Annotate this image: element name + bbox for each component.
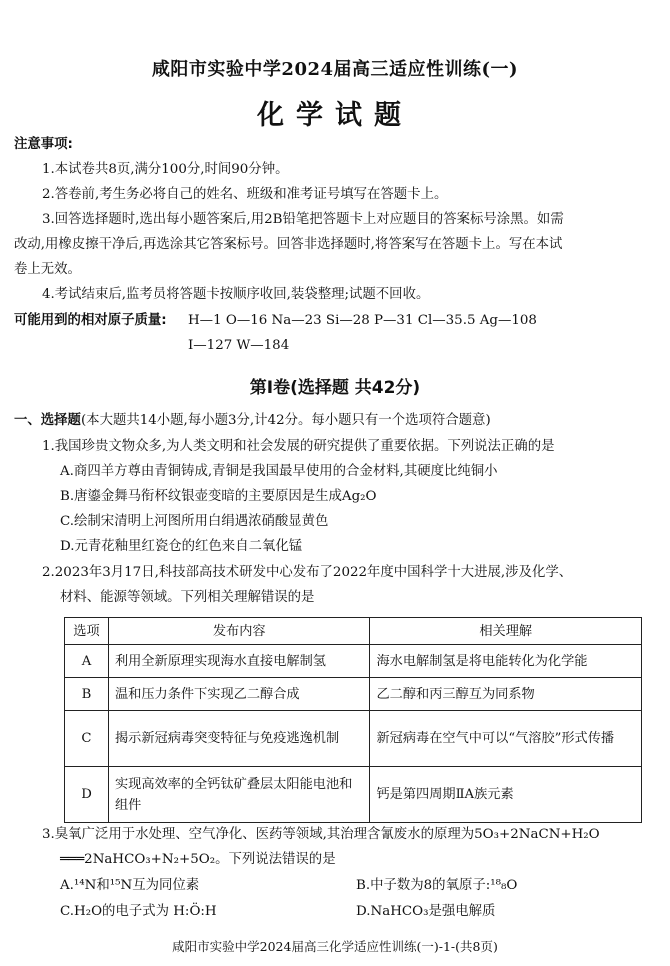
table-cell-content: 揭示新冠病毒突变特征与免疫逃逸机制 — [108, 711, 370, 767]
section-title: 第Ⅰ卷(选择题 共42分) — [249, 378, 421, 398]
notice-item-2: 2.答卷前,考生务必将自己的姓名、班级和准考证号填写在答题卡上。 — [42, 187, 448, 202]
table-header-option: 选项 — [65, 618, 109, 645]
table-cell-understanding: 新冠病毒在空气中可以“气溶胶”形式传播 — [370, 711, 642, 767]
notice-heading: 注意事项: — [14, 137, 73, 152]
table-cell-understanding: 钙是第四周期ⅡA族元素 — [370, 767, 642, 823]
table-row — [65, 678, 642, 711]
q1-option-d: D.元青花釉里红瓷仓的红色来自二氧化锰 — [60, 539, 303, 554]
table-row — [65, 767, 642, 823]
section-intro — [14, 412, 491, 430]
table-cell-option: A — [65, 645, 109, 678]
q3-option-c: C.H₂O的电子式为 H:Ö:H — [60, 904, 217, 919]
q2-stem-2: 材料、能源等领域。下列相关理解错误的是 — [60, 590, 315, 605]
q1-stem: 1.我国珍贵文物众多,为人类文明和社会发展的研究提供了重要依据。下列说法正确的是 — [42, 439, 555, 454]
notice-item-1: 1.本试卷共8页,满分100分,时间90分钟。 — [42, 162, 289, 177]
section-intro-text: (本大题共14小题,每小题3分,计42分。每小题只有一个选项符合题意) — [80, 413, 491, 428]
q3-option-b: B.中子数为8的氧原子:¹⁸₈O — [356, 878, 518, 893]
table-cell-option: C — [65, 711, 109, 767]
q1-option-b: B.唐鎏金舞马衔杯纹银壶变暗的主要原因是生成Ag₂O — [60, 489, 377, 504]
table-cell-content: 温和压力条件下实现乙二醇合成 — [108, 678, 370, 711]
q2-stem-1: 2.2023年3月17日,科技部高技术研发中心发布了2022年度中国科学十大进展,涉及化学、 — [42, 565, 573, 580]
page-footer: 咸阳市实验中学2024届高三化学适应性训练(一)-1-(共8页) — [172, 939, 498, 954]
table-header-understanding: 相关理解 — [370, 618, 642, 645]
atomic-mass-label: 可能用到的相对原子质量: — [14, 313, 167, 328]
subject-title: 化学试题 — [257, 100, 413, 131]
table-cell-understanding: 乙二醇和丙三醇互为同系物 — [370, 678, 642, 711]
q3-option-a: A.¹⁴N和¹⁵N互为同位素 — [60, 878, 200, 893]
table-cell-content: 实现高效率的全钙钛矿叠层太阳能电池和组件 — [108, 767, 370, 823]
notice-item-4: 4.考试结束后,监考员将答题卡按顺序收回,装袋整理;试题不回收。 — [42, 287, 430, 302]
table-cell-option: B — [65, 678, 109, 711]
table-cell-content: 利用全新原理实现海水直接电解制氢 — [108, 645, 370, 678]
table-header-row — [65, 618, 642, 645]
notice-item-3: 3.回答选择题时,选出每小题答案后,用2B铅笔把答题卡上对应题目的答案标号涂黑。如需 — [42, 212, 564, 227]
section-intro-label: 一、选择题 — [14, 413, 81, 428]
atomic-mass-line1: H—1 O—16 Na—23 Si—28 P—31 Cl—35.5 Ag—108 — [188, 313, 537, 328]
table-cell-option: D — [65, 767, 109, 823]
q3-stem-1: 3.臭氧广泛用于水处理、空气净化、医药等领域,其治理含氰废水的原理为5O₃+2NaCN+H₂O — [42, 827, 600, 842]
q2-table — [64, 617, 642, 823]
q1-option-a: A.商四羊方尊由青铜铸成,青铜是我国最早使用的合金材料,其硬度比纯铜小 — [60, 464, 498, 479]
q3-option-d: D.NaHCO₃是强电解质 — [356, 904, 496, 919]
table-cell-understanding: 海水电解制氢是将电能转化为化学能 — [370, 645, 642, 678]
table-row — [65, 645, 642, 678]
table-row — [65, 711, 642, 767]
q3-stem-2: ═══2NaHCO₃+N₂+5O₂。下列说法错误的是 — [60, 852, 336, 867]
q1-option-c: C.绘制宋清明上河图所用白绢遇浓硝酸显黄色 — [60, 514, 329, 529]
school-title: 咸阳市实验中学2024届高三适应性训练(一) — [151, 59, 519, 80]
atomic-mass-line2: I—127 W—184 — [188, 338, 290, 353]
table-header-content: 发布内容 — [108, 618, 370, 645]
notice-item-3-cont: 改动,用橡皮擦干净后,再选涂其它答案标号。回答非选择题时,将答案写在答题卡上。写在本试 — [14, 237, 563, 252]
notice-item-3-end: 卷上无效。 — [14, 262, 81, 277]
